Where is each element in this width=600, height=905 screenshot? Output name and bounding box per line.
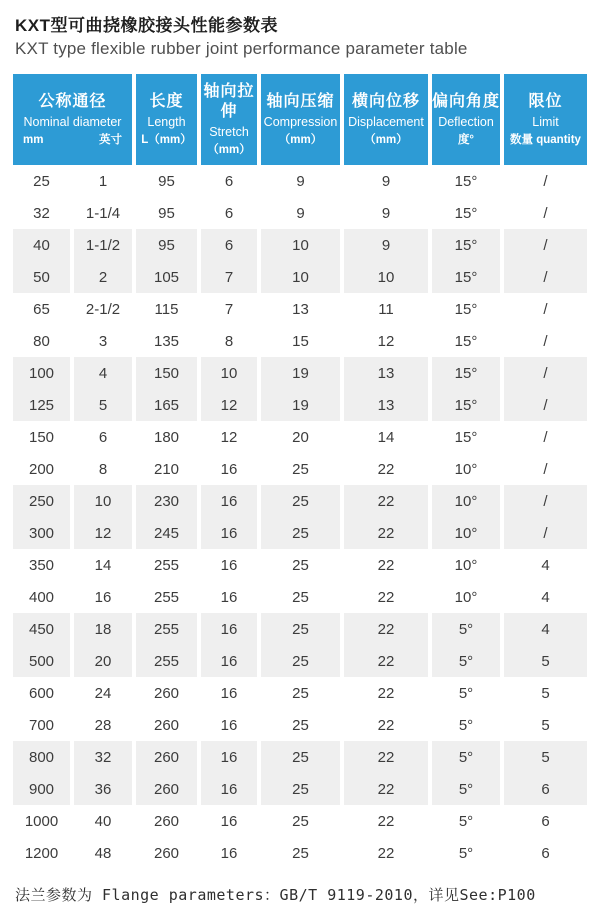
table-cell: 20 (257, 421, 340, 453)
table-cell: 1000 (13, 805, 70, 837)
table-cell: 12 (340, 325, 428, 357)
table-cell: 1200 (13, 837, 70, 869)
table-cell: 22 (340, 741, 428, 773)
table-cell: 8 (197, 325, 257, 357)
table-row (13, 741, 587, 773)
table-cell: 22 (340, 645, 428, 677)
table-cell: 10° (428, 485, 500, 517)
table-cell: 15° (428, 197, 500, 229)
table-cell: 600 (13, 677, 70, 709)
table-cell: / (500, 229, 587, 261)
header-en-label: Displacement (348, 115, 424, 129)
table-body (13, 165, 587, 869)
table-cell: 28 (70, 709, 132, 741)
table-cell: 2 (70, 261, 132, 293)
table-cell: 350 (13, 549, 70, 581)
table-row (13, 261, 587, 293)
header-zh-label: 公称通径 (38, 93, 107, 110)
table-cell: 16 (197, 453, 257, 485)
table-cell: 10 (197, 357, 257, 389)
table-cell: 6 (500, 805, 587, 837)
header-sub-label: 度° (457, 134, 475, 146)
table-cell: 25 (257, 805, 340, 837)
header-zh-label: 横向位移 (351, 93, 420, 110)
table-cell: 255 (132, 581, 197, 613)
table-cell: 65 (13, 293, 70, 325)
table-cell: 250 (13, 485, 70, 517)
table-cell: 15° (428, 325, 500, 357)
parameter-table (13, 74, 587, 869)
header-stretch (197, 74, 257, 165)
table-cell: / (500, 485, 587, 517)
table-cell: 6 (197, 229, 257, 261)
table-cell: 10 (257, 229, 340, 261)
table-cell: 32 (13, 197, 70, 229)
table-row (13, 197, 587, 229)
table-cell: 5° (428, 645, 500, 677)
table-cell: 22 (340, 773, 428, 805)
table-cell: 10 (340, 261, 428, 293)
table-cell: 255 (132, 645, 197, 677)
table-cell: 25 (13, 165, 70, 197)
table-cell: 25 (257, 517, 340, 549)
header-sub-mm: mm (23, 134, 44, 146)
table-cell: 18 (70, 613, 132, 645)
table-cell: 4 (500, 581, 587, 613)
table-cell: 25 (257, 645, 340, 677)
header-en-label: Limit (532, 115, 559, 129)
table-cell: 50 (13, 261, 70, 293)
table-cell: 300 (13, 517, 70, 549)
table-row (13, 357, 587, 389)
table-row (13, 677, 587, 709)
table-cell: 10 (70, 485, 132, 517)
table-cell: 1-1/2 (70, 229, 132, 261)
table-cell: 16 (197, 485, 257, 517)
table-cell: 9 (257, 197, 340, 229)
table-cell: / (500, 165, 587, 197)
table-row (13, 549, 587, 581)
table-cell: 5 (70, 389, 132, 421)
table-cell: 8 (70, 453, 132, 485)
table-cell: 5° (428, 805, 500, 837)
header-zh-label: 限位 (528, 93, 563, 110)
table-cell: 9 (257, 165, 340, 197)
table-cell: 22 (340, 549, 428, 581)
table-row (13, 645, 587, 677)
table-cell: / (500, 421, 587, 453)
table-row (13, 581, 587, 613)
table-row (13, 165, 587, 197)
table-cell: 135 (132, 325, 197, 357)
table-cell: 16 (197, 709, 257, 741)
table-header (13, 74, 587, 165)
page-title-en: KXT type flexible rubber joint performance parameter table (15, 39, 468, 58)
table-cell: 16 (70, 581, 132, 613)
table-cell: / (500, 389, 587, 421)
table-row (13, 613, 587, 645)
table-cell: 15° (428, 165, 500, 197)
table-cell: 13 (257, 293, 340, 325)
table-cell: 14 (340, 421, 428, 453)
table-cell: 10° (428, 453, 500, 485)
table-row (13, 837, 587, 869)
table-cell: 13 (340, 389, 428, 421)
table-cell: 16 (197, 773, 257, 805)
table-cell: 22 (340, 837, 428, 869)
table-cell: 180 (132, 421, 197, 453)
table-cell: 255 (132, 549, 197, 581)
table-cell: 9 (340, 165, 428, 197)
header-en-label: Compression (263, 115, 338, 129)
table-cell: 100 (13, 357, 70, 389)
table-cell: / (500, 293, 587, 325)
table-cell: 900 (13, 773, 70, 805)
table-cell: / (500, 357, 587, 389)
table-cell: 15° (428, 261, 500, 293)
table-cell: 32 (70, 741, 132, 773)
table-cell: 5° (428, 741, 500, 773)
table-cell: 5° (428, 837, 500, 869)
table-cell: 40 (70, 805, 132, 837)
table-cell: 16 (197, 645, 257, 677)
table-cell: 15° (428, 357, 500, 389)
table-cell: 260 (132, 773, 197, 805)
header-zh-label: 长度 (149, 93, 184, 110)
table-cell: 25 (257, 773, 340, 805)
table-cell: 4 (70, 357, 132, 389)
table-cell: 5° (428, 773, 500, 805)
header-deflection (428, 74, 500, 165)
table-cell: 16 (197, 581, 257, 613)
table-cell: 16 (197, 805, 257, 837)
table-cell: 150 (13, 421, 70, 453)
table-cell: 450 (13, 613, 70, 645)
header-en-label: Nominal diameter (23, 115, 122, 129)
table-cell: 800 (13, 741, 70, 773)
table-cell: 3 (70, 325, 132, 357)
table-cell: 48 (70, 837, 132, 869)
table-cell: 22 (340, 613, 428, 645)
table-cell: 25 (257, 581, 340, 613)
table-cell: 700 (13, 709, 70, 741)
header-sub-label: 数量 quantity (510, 134, 581, 146)
table-cell: 15° (428, 229, 500, 261)
table-row (13, 421, 587, 453)
table-cell: 260 (132, 677, 197, 709)
table-row (13, 709, 587, 741)
table-row (13, 485, 587, 517)
table-cell: 5° (428, 677, 500, 709)
table-cell: 1 (70, 165, 132, 197)
table-cell: 16 (197, 677, 257, 709)
table-cell: 5 (500, 677, 587, 709)
table-cell: 95 (132, 197, 197, 229)
table-row (13, 293, 587, 325)
header-sub-label: （mm） (207, 144, 251, 156)
header-compression (257, 74, 340, 165)
table-cell: 15° (428, 293, 500, 325)
table-cell: 260 (132, 741, 197, 773)
table-cell: 24 (70, 677, 132, 709)
table-cell: / (500, 197, 587, 229)
table-row (13, 325, 587, 357)
table-cell: 7 (197, 261, 257, 293)
table-cell: 7 (197, 293, 257, 325)
table-cell: 10 (257, 261, 340, 293)
table-cell: 200 (13, 453, 70, 485)
table-cell: 20 (70, 645, 132, 677)
table-cell: 13 (340, 357, 428, 389)
table-cell: 22 (340, 453, 428, 485)
table-cell: 255 (132, 613, 197, 645)
table-cell: 15° (428, 389, 500, 421)
table-cell: 80 (13, 325, 70, 357)
table-cell: 22 (340, 485, 428, 517)
table-cell: 125 (13, 389, 70, 421)
table-cell: 14 (70, 549, 132, 581)
table-cell: 260 (132, 837, 197, 869)
header-en-label: Stretch (209, 125, 249, 139)
table-cell: 150 (132, 357, 197, 389)
table-cell: 5 (500, 741, 587, 773)
table-cell: 25 (257, 485, 340, 517)
table-cell: 6 (197, 197, 257, 229)
table-cell: 16 (197, 549, 257, 581)
table-cell: 15 (257, 325, 340, 357)
table-row (13, 453, 587, 485)
table-cell: 165 (132, 389, 197, 421)
table-cell: 16 (197, 741, 257, 773)
table-cell: 22 (340, 677, 428, 709)
header-zh-label: 轴向压缩 (266, 93, 335, 110)
table-cell: 6 (500, 837, 587, 869)
table-cell: 5 (500, 645, 587, 677)
header-en-label: Deflection (438, 115, 494, 129)
page-title-zh: KXT型可曲挠橡胶接头性能参数表 (15, 16, 278, 35)
table-cell: 19 (257, 389, 340, 421)
header-sub-label: （mm） (364, 134, 408, 146)
table-cell: 500 (13, 645, 70, 677)
table-cell: 10° (428, 549, 500, 581)
table-cell: 210 (132, 453, 197, 485)
header-sub-inch: 英寸 (99, 134, 122, 146)
table-cell: 105 (132, 261, 197, 293)
table-cell: 15° (428, 421, 500, 453)
table-cell: 5 (500, 709, 587, 741)
table-cell: 2-1/2 (70, 293, 132, 325)
table-cell: 12 (70, 517, 132, 549)
header-limit (500, 74, 587, 165)
header-nominal-diameter (13, 74, 132, 165)
table-cell: 25 (257, 709, 340, 741)
table-cell: 9 (340, 229, 428, 261)
table-row (13, 805, 587, 837)
table-cell: 25 (257, 741, 340, 773)
table-cell: / (500, 453, 587, 485)
table-header-row (13, 74, 587, 165)
table-cell: 36 (70, 773, 132, 805)
table-cell: / (500, 517, 587, 549)
table-cell: 25 (257, 549, 340, 581)
table-cell: 22 (340, 517, 428, 549)
table-cell: / (500, 261, 587, 293)
table-row (13, 773, 587, 805)
table-cell: 11 (340, 293, 428, 325)
table-cell: 260 (132, 805, 197, 837)
table-row (13, 229, 587, 261)
table-cell: 10° (428, 517, 500, 549)
table-cell: 4 (500, 613, 587, 645)
table-cell: 4 (500, 549, 587, 581)
table-cell: 25 (257, 677, 340, 709)
table-cell: 115 (132, 293, 197, 325)
table-cell: 95 (132, 229, 197, 261)
header-sub-label: （mm） (278, 134, 323, 146)
table-cell: 22 (340, 581, 428, 613)
table-cell: 6 (70, 421, 132, 453)
header-zh-label: 偏向角度 (432, 93, 501, 110)
table-cell: 95 (132, 165, 197, 197)
table-row (13, 517, 587, 549)
table-cell: 25 (257, 613, 340, 645)
table-cell: 40 (13, 229, 70, 261)
table-cell: 6 (197, 165, 257, 197)
table-cell: 1-1/4 (70, 197, 132, 229)
header-displacement (340, 74, 428, 165)
table-cell: 16 (197, 613, 257, 645)
header-sub-label (13, 133, 132, 147)
table-cell: 22 (340, 805, 428, 837)
table-cell: 16 (197, 517, 257, 549)
table-cell: 400 (13, 581, 70, 613)
table-cell: 245 (132, 517, 197, 549)
header-sub-label: L（mm） (141, 134, 192, 146)
table-cell: 19 (257, 357, 340, 389)
table-cell: 25 (257, 453, 340, 485)
footer-note: 法兰参数为 Flange parameters：GB/T 9119-2010，详见See:P100 (15, 886, 536, 904)
table-cell: / (500, 325, 587, 357)
table-cell: 12 (197, 421, 257, 453)
table-cell: 9 (340, 197, 428, 229)
table-cell: 5° (428, 709, 500, 741)
table-cell: 5° (428, 613, 500, 645)
table-cell: 10° (428, 581, 500, 613)
header-zh-label: 轴向拉伸 (203, 83, 255, 120)
table-cell: 16 (197, 837, 257, 869)
table-cell: 25 (257, 837, 340, 869)
table-cell: 22 (340, 709, 428, 741)
table-cell: 260 (132, 709, 197, 741)
header-length (132, 74, 197, 165)
table-row (13, 389, 587, 421)
table-cell: 12 (197, 389, 257, 421)
header-en-label: Length (147, 115, 186, 129)
table-cell: 230 (132, 485, 197, 517)
table-cell: 6 (500, 773, 587, 805)
